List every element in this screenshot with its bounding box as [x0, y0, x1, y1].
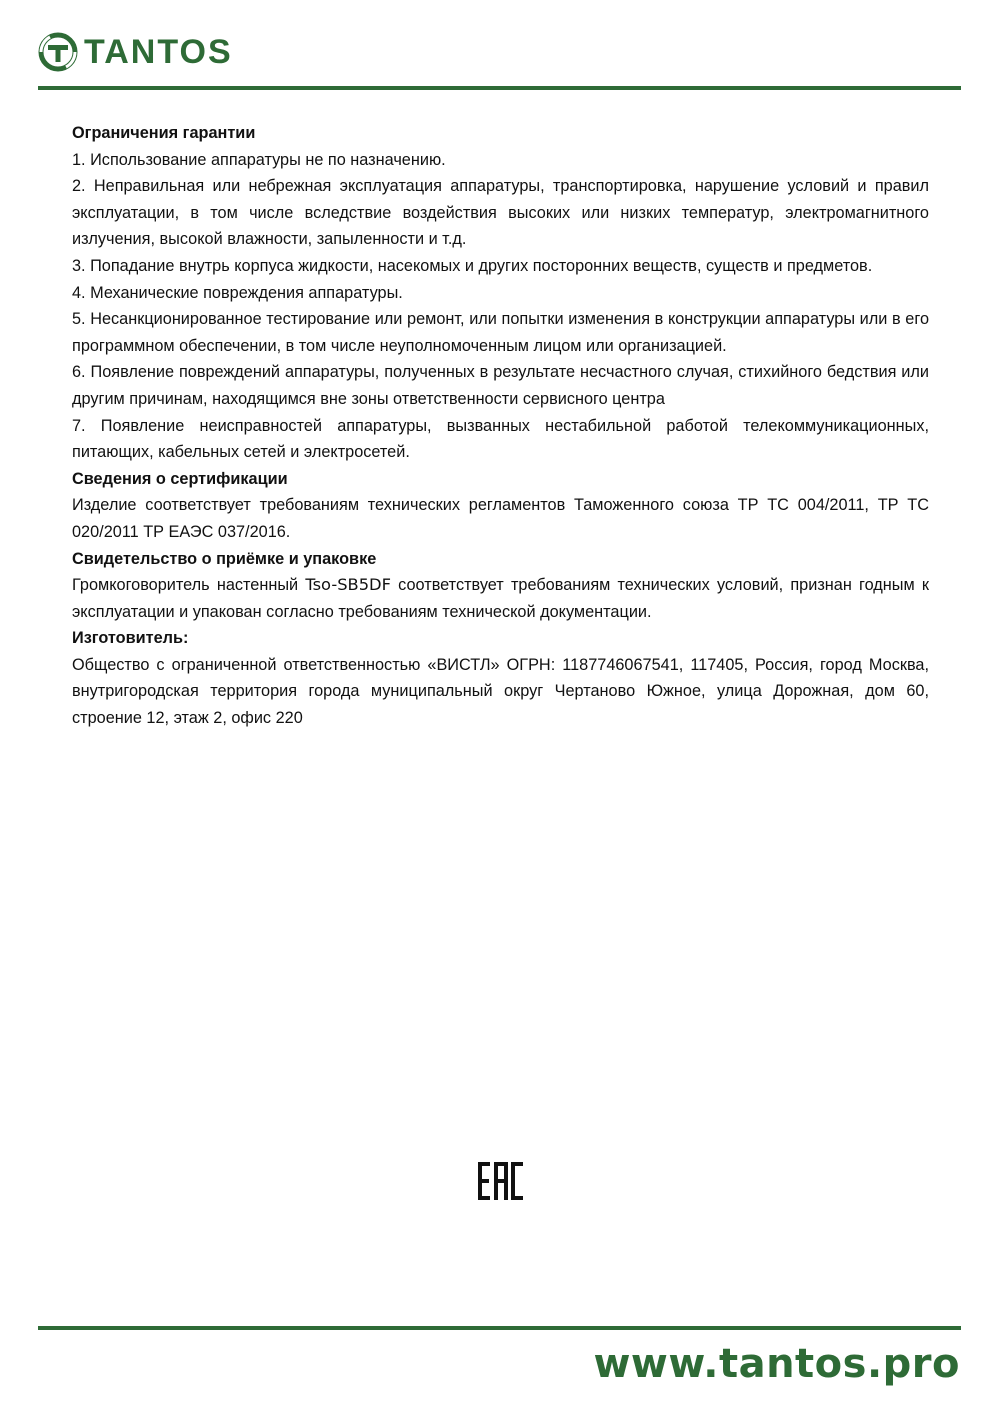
warranty-item: 2. Неправильная или небрежная эксплуатация аппаратуры, транспортировка, нарушение условий и правил эксплуатации, в том числе вследствие воздействия высоких или низких температур, электромагнитного излучения, высокой влажности, запыленности и т.д.	[72, 177, 929, 249]
certification-text: Изделие соответствует требованиям технических регламентов Таможенного союза ТР ТС 004/2011, ТР ТС 020/2011 ТР ЕАЭС 037/2016.	[72, 496, 929, 541]
warranty-item: 4. Механические повреждения аппаратуры.	[72, 283, 403, 302]
footer-divider	[38, 1326, 961, 1330]
website-url[interactable]: www.tantos.pro	[593, 1341, 960, 1387]
eac-certification-icon	[478, 1162, 523, 1200]
acceptance-text	[72, 572, 929, 625]
document-body	[72, 120, 929, 732]
certification-heading: Сведения о сертификации	[72, 469, 288, 488]
brand-logo	[38, 30, 233, 74]
warranty-heading: Ограничения гарантии	[72, 124, 256, 142]
acceptance-text-start: Громкоговоритель настенный	[72, 576, 306, 595]
manufacturer-heading: Изготовитель:	[72, 629, 189, 648]
warranty-item: 5. Несанкционированное тестирование или ремонт, или попытки изменения в конструкции аппаратуры или в его программном обеспечении, в том числе неуполномоченным лицом или организацией.	[72, 310, 929, 355]
tantos-logo-icon	[38, 32, 78, 72]
product-model: Tso-SB5DF	[305, 575, 391, 595]
warranty-item: 3. Попадание внутрь корпуса жидкости, насекомых и других посторонних веществ, существ и предметов.	[72, 256, 873, 275]
logo-text: TANTOS	[84, 33, 233, 71]
warranty-item: 6. Появление повреждений аппаратуры, полученных в результате несчастного случая, стихийного бедствия или другим причинам, находящимся вне зоны ответственности сервисного центра	[72, 363, 929, 408]
manufacturer-text: Общество с ограниченной ответственностью «ВИСТЛ» ОГРН: 1187746067541, 117405, Россия, город Москва, внутригородская территория города муниципальный округ Чертаново Южное, улица Дорожная, дом 60, строение 12, этаж 2, офис 220	[72, 655, 929, 728]
header-divider	[38, 86, 961, 90]
warranty-item: 1. Использование аппаратуры не по назначению.	[72, 150, 446, 169]
acceptance-heading: Свидетельство о приёмке и упаковке	[72, 549, 377, 568]
warranty-item: 7. Появление неисправностей аппаратуры, вызванных нестабильной работой телекоммуникационных, питающих, кабельных сетей и электросетей.	[72, 416, 929, 462]
acceptance-text-end: соответствует требованиям технических условий, признан годным к эксплуатации и упакован согласно требованиям технической документации.	[72, 576, 929, 621]
